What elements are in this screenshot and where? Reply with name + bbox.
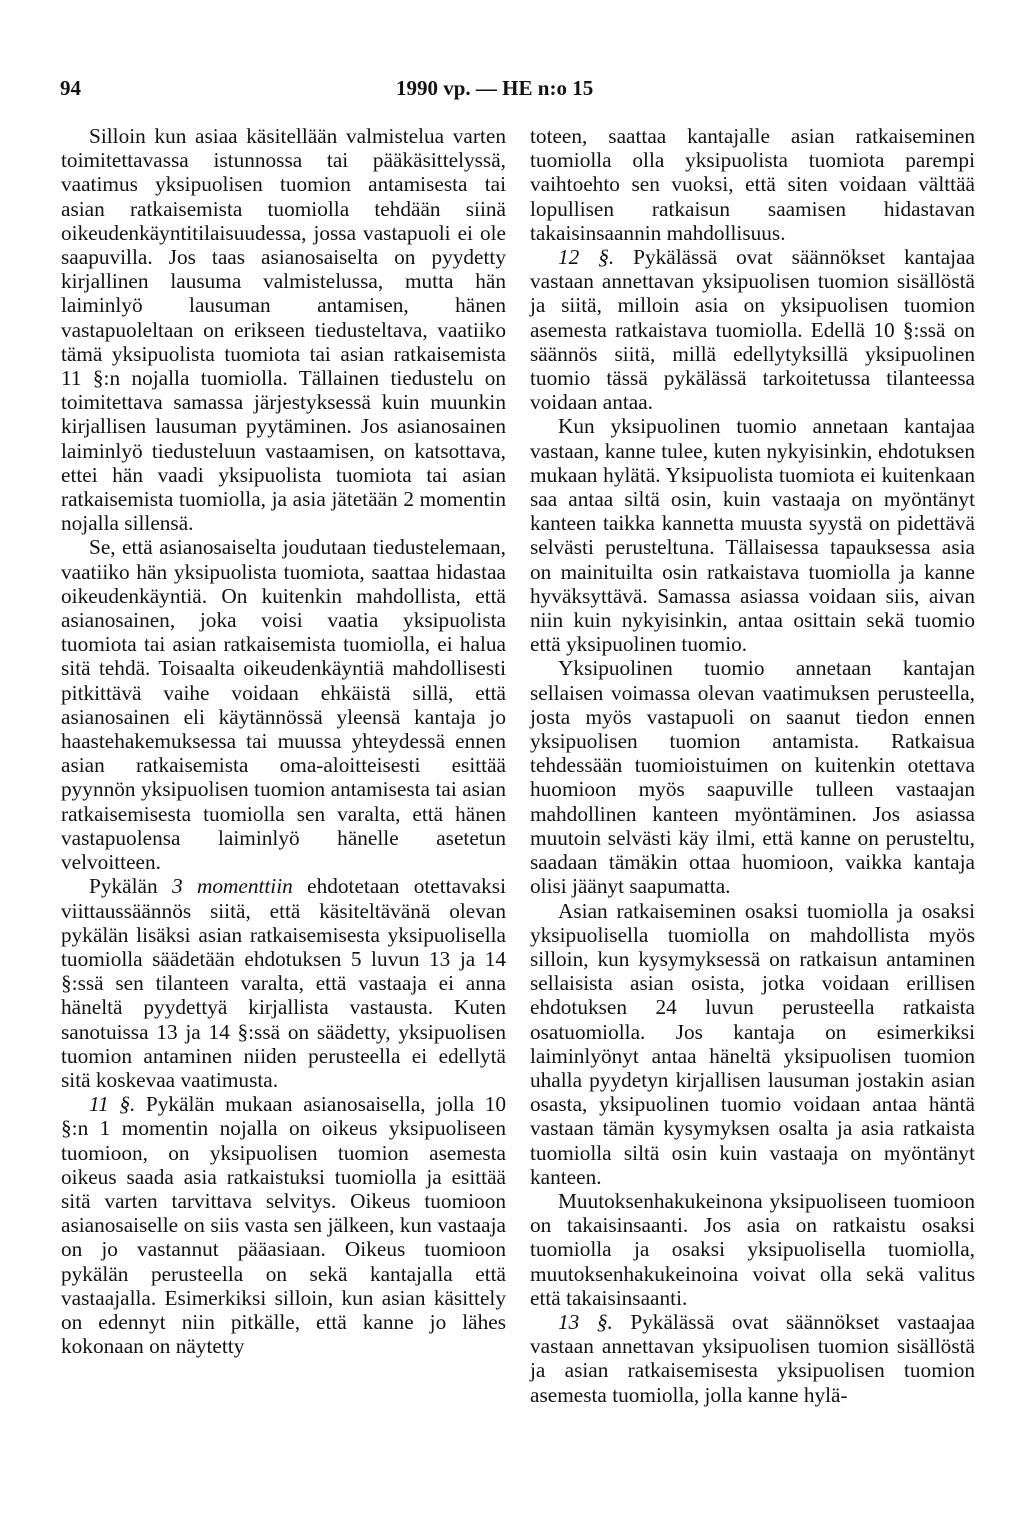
italic-term: 3 momenttiin	[171, 874, 293, 899]
paragraph: Muutoksenhakukeinona yksipuoliseen tuomioon on takaisinsaanti. Jos asia on ratkaistu osaksi tuomiolla ja osaksi yksipuolisella tuomiolla, muutoksenhakukeinoina voivat olla sekä valitus että takaisinsaanti.	[530, 1188, 975, 1310]
running-head: 1990 vp. — HE n:o 15	[396, 76, 594, 100]
paragraph: Asian ratkaiseminen osaksi tuomiolla ja osaksi yksipuolisella tuomiolla on mahdollista myös silloin, kun kysymyksessä on ratkaisun antaminen sellaisista asian osista, jotka voidaan erillisen ehdotuksen 24 luvun perusteella ratkaista osatuomiolla. Jos kantaja on esimerkiksi laiminlyönyt antaa häneltä yksipuolisen tuomion uhalla pyydetyn kirjallisen lausuman jostakin asian osasta, yksipuolinen tuomio voidaan antaa häntä vastaan tämän kysymyksen osalta ja asia ratkaista tuomiolla siltä osin kuin vastaaja on myöntänyt kanteen.	[530, 898, 975, 1189]
paragraph-text: Pykälän mukaan asianosaisella, jolla 10 §:n 1 momentin nojalla on oikeus yksipuoliseen tuomioon, on yksipuolisen tuomion asemesta oikeus saada asia ratkaistuksi tuomiolla ja esittää sitä varten tarvittava selvitys. Oikeus tuomioon asianosaiselle on siis vasta sen jälkeen, kun vastaaja on jo vastannut pääasiaan. Oikeus tuomioon pykälän perusteella on sekä kantajalla että vastaajalla. Esimerkiksi silloin, kun asian käsittely on edennyt niin pitkälle, että kanne jo lähes kokonaan on näytetty	[61, 1092, 506, 1359]
page-header	[60, 76, 980, 106]
paragraph: Silloin kun asiaa käsitellään valmistelua varten toimitettavassa istunnossa tai pääkäsittelyssä, vaatimus yksipuolisen tuomion antamisesta tai asian ratkaisemista tuomiolla tehdään siinä oikeudenkäyntitilaisuudessa, jossa vastapuoli ei ole saapuvilla. Jos taas asianosaiselta on pyydetty kirjallinen lausuma valmistelussa, mutta hän laiminlyö lausuman antamisen, hänen vastapuoleltaan on erikseen tiedusteltava, vaatiiko tämä yksipuolista tuomiota tai asian ratkaisemista 11 §:n nojalla tuomiolla. Tällainen tiedustelu on toimitettava samassa järjestyksessä kuin muunkin kirjallisen lausuman pyytäminen. Jos asianosainen laiminlyö tiedusteluun vastaamisen, on katsottava, ettei hän vaadi yksipuolista tuomiota tai asian ratkaisemista tuomiolla, ja asia jätetään 2 momentin nojalla sillensä.	[61, 124, 506, 536]
paragraph: Se, että asianosaiselta joudutaan tiedustelemaan, vaatiiko hän yksipuolista tuomiota, saattaa hidastaa oikeudenkäyntiä. On kuitenkin mahdollista, että asianosainen, joka voisi vaatia yksipuolista tuomiota tai asian ratkaisemista tuomiolla, ei halua sitä tehdä. Toisaalta oikeudenkäyntiä mahdollisesti pitkittävä vaihe voidaan ehkäistä sillä, että asianosainen eli käytännössä yleensä kantaja jo haastehakemuksessa tai muussa yhteydessä ennen asian ratkaisemista oma-aloitteisesti esittää pyynnön yksipuolisen tuomion antamisesta tai asian ratkaisemisesta tuomiolla sen varalta, että hänen vastapuolensa laiminlyö hänelle asetetun velvoitteen.	[61, 535, 506, 875]
paragraph-continuation: toteen, saattaa kantajalle asian ratkaiseminen tuomiolla olla yksipuolista tuomiota parempi vaihtoehto sen vuoksi, että siten voidaan välttää lopullisen ratkaisun saamisen hidastavan takaisinsaannin mahdollisuus.	[530, 124, 975, 245]
paragraph	[61, 874, 506, 1092]
section-marker: 13 §.	[558, 1309, 613, 1334]
paragraph	[530, 1310, 975, 1407]
paragraph: Yksipuolinen tuomio annetaan kantajan sellaisen voimassa olevan vaatimuksen perusteella, josta myös vastapuoli on saanut tiedon ennen yksipuolisen tuomion antamista. Ratkaisua tehdessään tuomioistuimen on kuitenkin otettava huomioon myös saapuville tulleen vastaajan mahdollinen kanteen myöntäminen. Jos asiassa muutoin selvästi käy ilmi, että kanne on perusteltu, saadaan tämäkin ottaa huomioon, vaikka kantaja olisi jäänyt saapumatta.	[530, 656, 975, 899]
page-number: 94	[60, 76, 81, 100]
paragraph-text: ehdotetaan otettavaksi viittaussäännös siitä, että käsiteltävänä olevan pykälän lisäksi asian ratkaisemisesta yksipuolisella tuomiolla säädetään ehdotuksen 5 luvun 13 ja 14 §:ssä sen tilanteen varalta, että vastaaja ei anna häneltä pyydettyä kirjallista vastausta. Kuten sanotuissa 13 ja 14 §:ssä on säädetty, yksipuolisen tuomion antaminen niiden perusteella ei edellytä sitä koskevaa vaatimusta.	[61, 874, 506, 1092]
paragraph-text: Pykälässä ovat säännökset kantajaa vastaan annettavan yksipuolisen tuomion sisällöstä ja siitä, milloin asia on yksipuolisen tuomion asemesta ratkaistava tuomiolla. Edellä 10 §:ssä on säännös siitä, millä edellytyksillä yksipuolinen tuomio tässä pykälässä tarkoitetussa tilanteessa voidaan antaa.	[530, 245, 976, 415]
paragraph-text: Pykälässä ovat säännökset vastaajaa vastaan annettavan yksipuolisen tuomion sisällöstä ja asian ratkaisemisesta yksipuolisen tuomion asemesta tuomiolla, jolla kanne hylä-	[530, 1309, 976, 1407]
paragraph	[530, 245, 975, 414]
paragraph-text: Pykälän	[89, 874, 172, 899]
right-column	[530, 124, 975, 1407]
paragraph: Kun yksipuolinen tuomio annetaan kantajaa vastaan, kanne tulee, kuten nykyisinkin, ehdotuksen mukaan hylätä. Yksipuolista tuomiota ei kuitenkaan saa antaa siltä osin, kuin vastaaja on myöntänyt kanteen taikka kannetta muusta syystä on pidettävä selvästi perusteltuna. Tällaisessa tapauksessa asia on mainituilta osin ratkaistava tuomiolla ja kanne hyväksyttävä. Samassa asiassa voidaan siis, aivan niin kuin nykyisinkin, antaa osittain sekä tuomio että yksipuolinen tuomio.	[530, 414, 975, 657]
section-marker: 12 §.	[558, 245, 615, 270]
left-column	[61, 124, 506, 1358]
paragraph	[61, 1092, 506, 1358]
section-marker: 11 §.	[89, 1092, 136, 1117]
